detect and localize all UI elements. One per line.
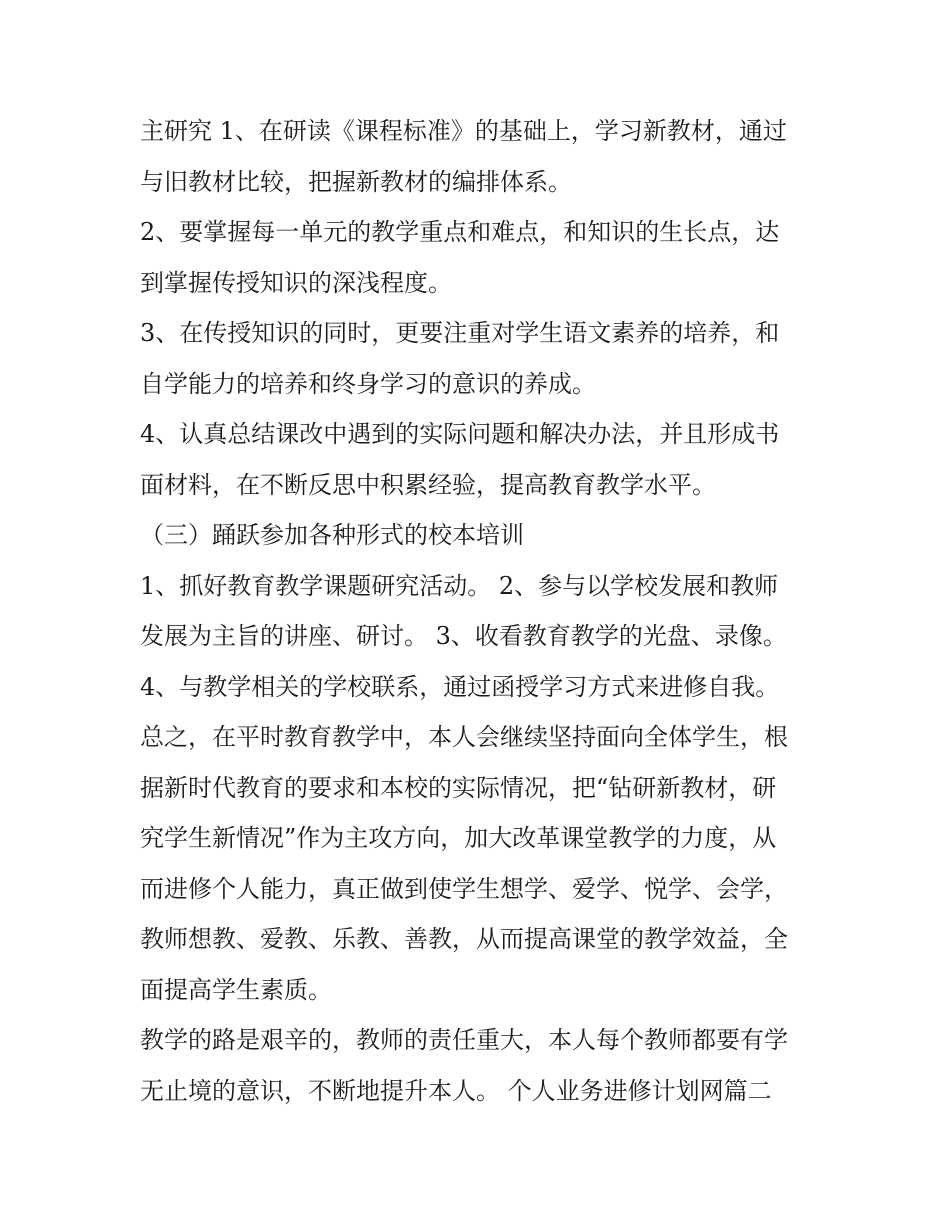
text-line: 面提高学生素质。: [140, 975, 332, 1004]
text-line: 总之，在平时教育教学中，本人会继续坚持面向全体学生，根: [140, 723, 788, 751]
text-line: 无止境的意识，不断地提升本人。 个人业务进修计划网篇二: [140, 1076, 772, 1105]
text-line: 4、认真总结课改中遇到的实际问题和解决办法，并且形成书: [140, 420, 780, 448]
text-line: 3、在传授知识的同时，更要注重对学生语文素养的培养，和: [140, 319, 780, 347]
document-body: [140, 106, 830, 1116]
text-line: 而进修个人能力，真正做到使学生想学、爱学、悦学、会学，: [140, 874, 788, 903]
section-heading: （三）踊跃参加各种形式的校本培训: [140, 521, 524, 549]
text-line: 2、要掌握每一单元的教学重点和难点，和知识的生长点，达: [140, 218, 780, 246]
text-line: 1、抓好教育教学课题研究活动。 2、参与以学校发展和教师: [140, 571, 779, 600]
text-line: 据新时代教育的要求和本校的实际情况，把“钻研新教材，研: [140, 773, 777, 802]
text-line: 主研究 1、在研读《课程标准》的基础上，学习新教材，通过: [140, 117, 787, 145]
text-line: 与旧教材比较，把握新教材的编排体系。: [140, 167, 572, 196]
text-line: 4、与教学相关的学校联系，通过函授学习方式来进修自我。: [140, 672, 780, 701]
text-line: 教学的路是艰辛的，教师的责任重大，本人每个教师都要有学: [140, 1026, 788, 1054]
text-line: 教师想教、爱教、乐教、善教，从而提高课堂的教学效益，全: [140, 925, 788, 953]
text-line: 发展为主旨的讲座、研讨。 3、收看教育教学的光盘、录像。: [140, 622, 787, 650]
text-line: 究学生新情况”作为主攻方向，加大改革课堂教学的力度，从: [140, 824, 777, 852]
text-line: 面材料，在不断反思中积累经验，提高教育教学水平。: [140, 470, 716, 499]
text-line: 到掌握传授知识的深浅程度。: [140, 268, 452, 297]
text-line: 自学能力的培养和终身学习的意识的养成。: [140, 369, 596, 398]
